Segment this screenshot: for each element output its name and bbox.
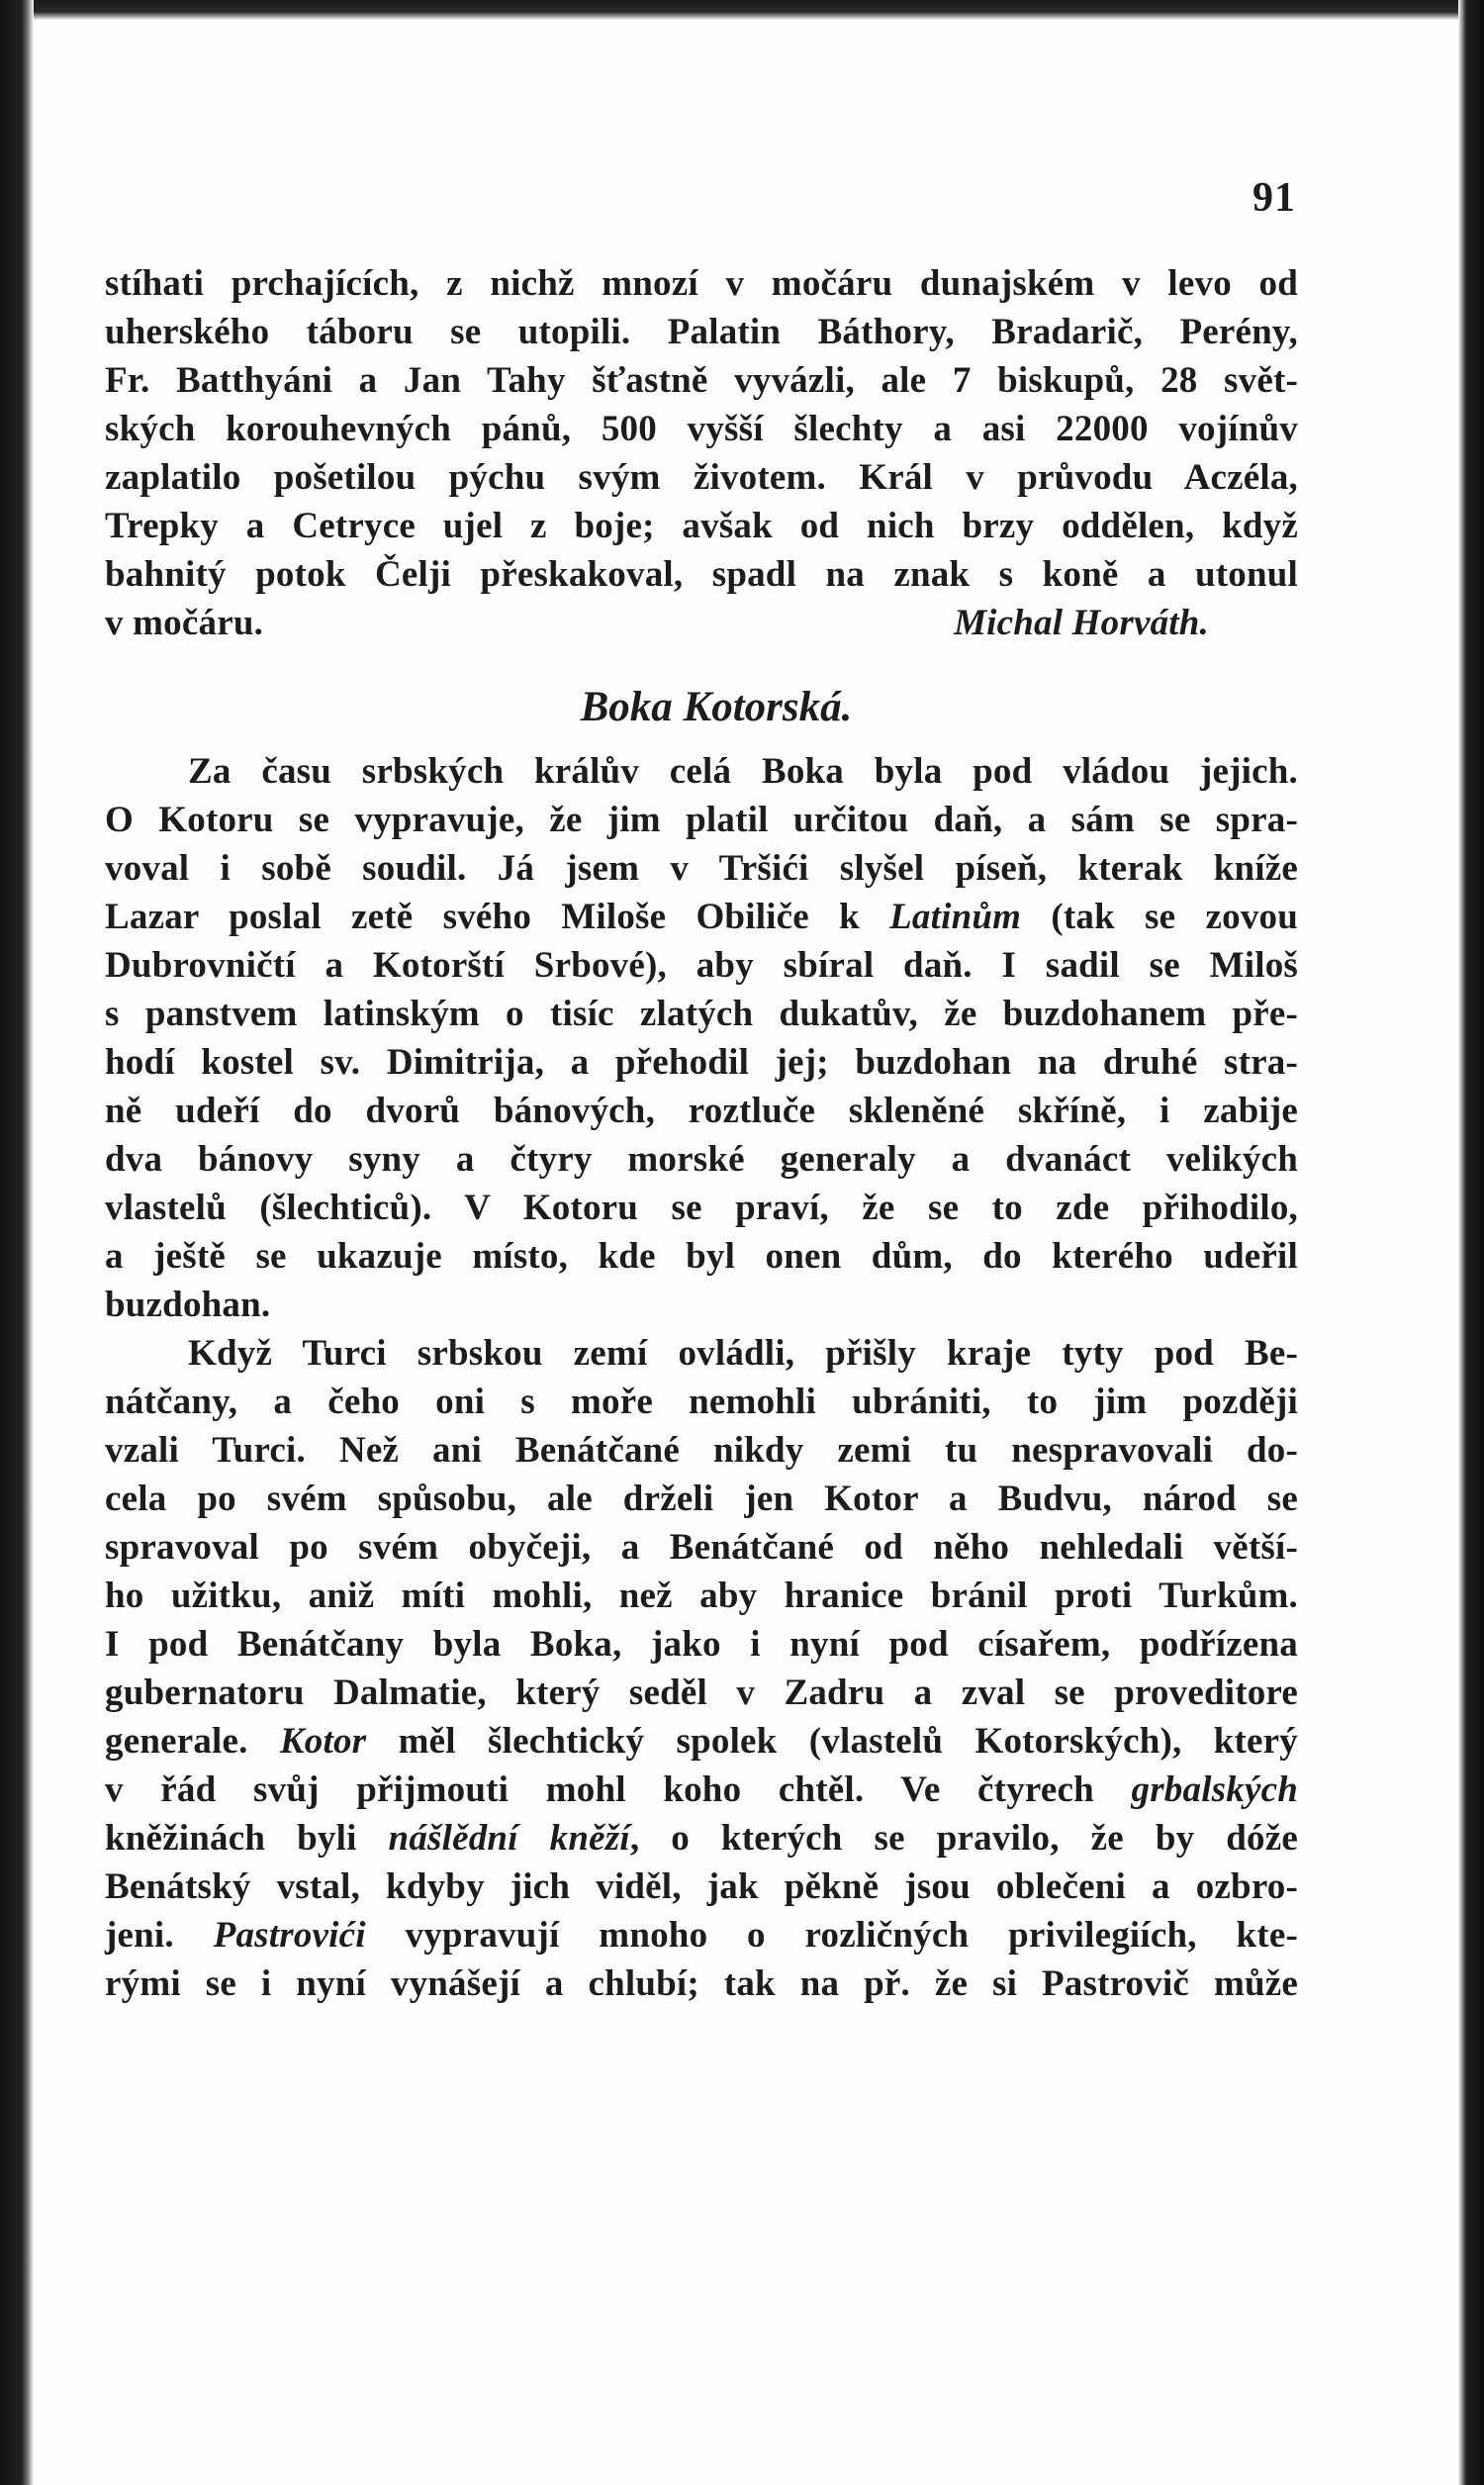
text-line: stíhati prchajících, z nichž mnozí v močáru dunajském v levo od [105,263,1298,304]
emphasis: Kotor [279,1721,367,1762]
text-line: Benátský vstal, kdyby jich viděl, jak pěkně jsou oblečeni a ozbro- [105,1866,1298,1907]
scan-edge-left [0,0,34,2485]
text-line: Dubrovničtí a Kotorští Srbové), aby sbíral daň. I sadil se Miloš [105,945,1298,986]
text-line: ho užitku, aniž míti mohli, než aby hranice bránil proti Turkům. [105,1576,1298,1616]
text-line [105,1766,1298,1814]
text-fragment: kněžinách byli [105,1818,389,1859]
text-line: vzali Turci. Než ani Benátčané nikdy zemi tu nespravovali do- [105,1430,1298,1471]
emphasis: Latinům [889,897,1022,937]
scan-edge-right [1458,0,1484,2485]
text-line: ně udeří do dvorů bánových, roztluče skleněné skříně, i zabije [105,1091,1298,1131]
text-line [105,1717,1298,1766]
section-heading: Boka Kotorská. [580,684,853,730]
text-line: spravoval po svém obyčeji, a Benátčané od něho nehledali větší- [105,1527,1298,1568]
text-line: uherského táboru se utopili. Palatin Báthory, Bradarič, Perény, [105,312,1298,352]
text-line: a ještě se ukazuje místo, kde byl onen dům, do kterého udeřil [105,1236,1298,1277]
scan-edge-top [0,0,1484,20]
text-line: Když Turci srbskou zemí ovládli, přišly kraje tyty pod Be- [188,1333,1298,1374]
text-line: ských korouhevných pánů, 500 vyšší šlechty a asi 22000 vojínův [105,409,1298,449]
text-line: vlastelů (šlechticů). V Kotoru se praví, že se to zde přihodilo, [105,1188,1298,1228]
text-line [105,1911,1298,1959]
text-line: Trepky a Cetryce ujel z boje; avšak od nich brzy oddělen, když [105,506,1298,546]
page-text [105,259,1298,2008]
text-line: I pod Benátčany byla Boka, jako i nyní pod císařem, podřízena [105,1624,1298,1665]
text-line: bahnitý potok Čelji přeskakoval, spadl na znak s koně a utonul [105,554,1298,595]
text-line: Za času srbských králův celá Boka byla pod vládou jejich. [188,751,1298,792]
text-line: buzdohan. [105,1285,271,1325]
text-line [105,1814,1298,1863]
text-line: hodí kostel sv. Dimitrija, a přehodil jej; buzdohan na druhé stra- [105,1042,1298,1083]
text-fragment: , o kterých se pravilo, že by dóže [629,1818,1299,1859]
text-fragment: vypravují mnoho o rozličných privilegiích, kte- [365,1915,1298,1956]
author-signature: Michal Horváth. [954,603,1209,643]
emphasis: Pastrovići [213,1915,366,1956]
text-line: rými se i nyní vynášejí a chlubí; tak na př. že si Pastrovič může [105,1963,1298,2004]
text-line: cela po svém spůsobu, ale drželi jen Kotor a Budvu, národ se [105,1479,1298,1519]
text-fragment: Lazar poslal zetě svého Miloše Obiliče k [105,897,890,937]
page-number: 91 [1252,175,1296,221]
text-line: voval i sobě soudil. Já jsem v Tršići slyšel píseň, kterak kníže [105,848,1298,889]
text-fragment: jeni. [105,1915,214,1956]
text-line: s panstvem latinským o tisíc zlatých dukatův, že buzdohanem pře- [105,994,1298,1034]
text-line: nátčany, a čeho oni s moře nemohli ubrániti, to jim později [105,1382,1298,1422]
text-fragment: (tak se zovou [1021,897,1298,937]
text-fragment: generale. [105,1721,280,1762]
text-line: gubernatoru Dalmatie, který seděl v Zadru a zval se proveditore [105,1673,1298,1713]
text-line-signature [105,599,1298,647]
text-line: O Kotoru se vypravuje, že jim platil určitou daň, a sám se spra- [105,800,1298,840]
text-line: zaplatilo pošetilou pýchu svým životem. Král v průvodu Aczéla, [105,457,1298,498]
emphasis: nášlědní kněží [388,1818,630,1859]
text-line: dva bánovy syny a čtyry morské generaly a dvanáct velikých [105,1139,1298,1180]
text-fragment: měl šlechtický spolek (vlastelů Kotorských), který [366,1721,1298,1762]
text-fragment: v močáru. [105,603,264,643]
text-line: Fr. Batthyáni a Jan Tahy šťastně vyvázli, ale 7 biskupů, 28 svět- [105,360,1298,401]
text-line [105,893,1298,941]
text-fragment: v řád svůj přijmouti mohl koho chtěl. Ve čtyrech [105,1769,1132,1810]
spacer [105,647,1298,668]
emphasis: grbalských [1131,1769,1298,1810]
